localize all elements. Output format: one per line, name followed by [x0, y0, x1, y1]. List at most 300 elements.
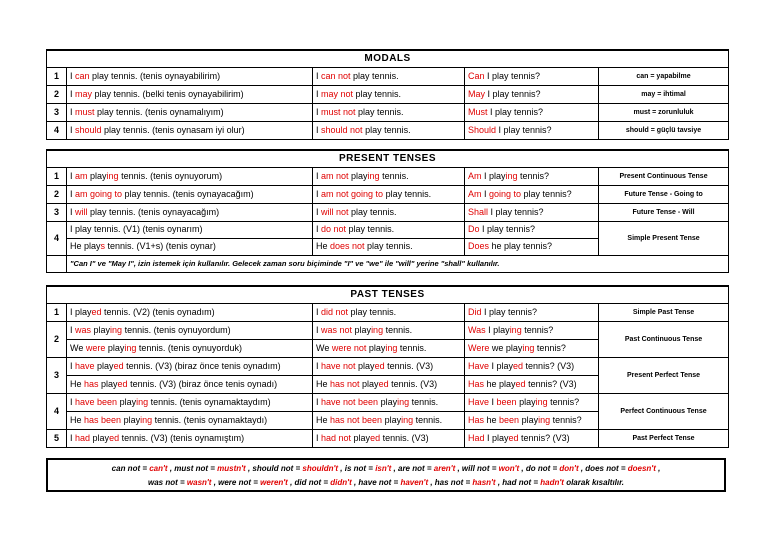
- highlighted-text: wasn't: [186, 478, 212, 487]
- text-segment: I: [316, 360, 322, 371]
- row-number: 1: [47, 67, 67, 85]
- text-segment: I play tennis?: [484, 70, 541, 81]
- negative-cell: [313, 67, 465, 85]
- text-segment: , did not =: [287, 478, 331, 487]
- negative-cell: [313, 238, 465, 255]
- text-segment: he: [484, 414, 500, 425]
- text-segment: play tennis?: [521, 188, 572, 199]
- highlighted-text: ed: [370, 432, 381, 443]
- highlighted-text: Am: [468, 170, 482, 181]
- row-number: 5: [47, 429, 67, 447]
- text-segment: play: [91, 324, 111, 335]
- highlighted-text: ing: [136, 396, 149, 407]
- text-segment: play: [355, 360, 375, 371]
- highlighted-text: has not: [330, 378, 360, 389]
- highlighted-text: Has: [468, 378, 485, 389]
- text-segment: play: [94, 360, 114, 371]
- highlighted-text: were: [85, 342, 106, 353]
- negative-cell: [313, 429, 465, 447]
- text-segment: , does not =: [578, 464, 628, 473]
- question-cell: [465, 429, 599, 447]
- highlighted-text: have been: [75, 396, 118, 407]
- modals-title: MODALS: [47, 50, 729, 67]
- row-number: 1: [47, 167, 67, 185]
- text-segment: I: [70, 206, 76, 217]
- question-cell: [465, 185, 599, 203]
- highlighted-text: ed: [374, 360, 385, 371]
- highlighted-text: ed: [117, 378, 128, 389]
- question-cell: [465, 167, 599, 185]
- text-segment: I: [316, 206, 322, 217]
- text-segment: tennis?: [550, 414, 582, 425]
- note-cell: can = yapabilme: [599, 67, 729, 85]
- row-number: 1: [47, 303, 67, 321]
- text-segment: , are not =: [391, 464, 434, 473]
- row-number: 2: [47, 321, 67, 357]
- note-cell: Present Perfect Tense: [599, 357, 729, 393]
- text-segment: I: [316, 70, 322, 81]
- text-segment: tennis. (V3): [380, 432, 429, 443]
- text-segment: play tennis.: [350, 70, 399, 81]
- negative-cell: [313, 103, 465, 121]
- text-segment: He: [316, 241, 331, 251]
- highlighted-text: do not: [321, 224, 347, 234]
- text-segment: tennis.: [409, 396, 439, 407]
- highlighted-text: Must: [468, 106, 488, 117]
- note-cell: must = zorunluluk: [599, 103, 729, 121]
- text-segment: I: [70, 170, 76, 181]
- text-segment: I play: [70, 306, 92, 317]
- text-segment: play tennis. (tenis oynayacağım): [122, 188, 254, 199]
- text-segment: he play tennis?: [489, 241, 553, 251]
- text-segment: play: [348, 170, 368, 181]
- text-segment: play: [105, 342, 125, 353]
- highlighted-text: been: [499, 414, 520, 425]
- negative-cell: [313, 221, 465, 238]
- highlighted-text: will: [75, 206, 88, 217]
- question-cell: [465, 321, 599, 339]
- text-segment: I play: [489, 360, 514, 371]
- text-segment: , do not =: [519, 464, 560, 473]
- text-segment: I play tennis?: [488, 206, 544, 217]
- highlighted-text: has been: [84, 414, 122, 425]
- highlighted-text: ing: [397, 396, 410, 407]
- note-cell: may = ihtimal: [599, 85, 729, 103]
- contractions-line-2: [48, 476, 724, 490]
- text-segment: play tennis.: [355, 106, 404, 117]
- highlighted-text: may: [75, 88, 93, 99]
- highlighted-text: Should: [468, 124, 497, 135]
- highlighted-text: don't: [559, 464, 579, 473]
- text-segment: I: [489, 396, 497, 407]
- text-segment: tennis?: [521, 324, 554, 335]
- text-segment: , will not =: [455, 464, 499, 473]
- text-segment: I: [70, 124, 76, 135]
- affirmative-cell: [67, 393, 313, 411]
- affirmative-cell: [67, 67, 313, 85]
- affirmative-cell: [67, 429, 313, 447]
- text-segment: tennis? (V3): [523, 360, 575, 371]
- text-segment: play tennis. (tenis oynayacağım): [87, 206, 220, 217]
- text-segment: tennis. (tenis oynamaktaydı): [152, 414, 268, 425]
- negative-cell: [313, 303, 465, 321]
- text-segment: I play tennis?: [479, 224, 536, 234]
- affirmative-cell: [67, 303, 313, 321]
- text-segment: tennis? (V3): [518, 432, 570, 443]
- highlighted-text: had: [75, 432, 91, 443]
- text-segment: tennis. (V3) (tenis oynamıştım): [119, 432, 245, 443]
- highlighted-text: Was: [468, 324, 486, 335]
- question-cell: [465, 339, 599, 357]
- text-segment: play: [351, 432, 371, 443]
- footnote: "Can I" ve "May I", izin istemek için kullanılır. Gelecek zaman soru biçiminde "I" ve "we" ile "will" yerine "shall" kullanılır.: [67, 255, 729, 272]
- question-cell: [465, 357, 599, 375]
- highlighted-text: ing: [385, 342, 398, 353]
- affirmative-cell: [67, 121, 313, 139]
- highlighted-text: Have: [468, 396, 490, 407]
- text-segment: tennis. (V2) (tenis oynadım): [101, 306, 215, 317]
- highlighted-text: didn't: [330, 478, 352, 487]
- text-segment: tennis? (V3): [525, 378, 577, 389]
- row-number: 3: [47, 103, 67, 121]
- text-segment: We: [70, 342, 86, 353]
- highlighted-text: am: [75, 170, 88, 181]
- negative-cell: [313, 321, 465, 339]
- text-segment: I play tennis?: [485, 88, 541, 99]
- highlighted-text: should not: [321, 124, 363, 135]
- highlighted-text: going to: [489, 188, 522, 199]
- highlighted-text: Does: [468, 241, 490, 251]
- text-segment: was not =: [147, 478, 187, 487]
- text-segment: play: [87, 170, 107, 181]
- highlighted-text: was not: [321, 324, 353, 335]
- negative-cell: [313, 185, 465, 203]
- highlighted-text: won't: [498, 464, 520, 473]
- text-segment: He: [70, 378, 85, 389]
- highlighted-text: ed: [508, 432, 519, 443]
- highlighted-text: haven't: [400, 478, 429, 487]
- row-number: 2: [47, 85, 67, 103]
- text-segment: tennis. (V3): [388, 378, 438, 389]
- text-segment: I: [316, 306, 322, 317]
- text-segment: I: [316, 124, 322, 135]
- row-number: 2: [47, 185, 67, 203]
- text-segment: tennis.: [397, 342, 427, 353]
- highlighted-text: had not: [321, 432, 352, 443]
- note-cell: Past Perfect Tense: [599, 429, 729, 447]
- text-segment: play: [98, 378, 118, 389]
- note-cell: Simple Past Tense: [599, 303, 729, 321]
- highlighted-text: ing: [522, 342, 535, 353]
- question-cell: [465, 375, 599, 393]
- text-segment: I: [70, 432, 76, 443]
- negative-cell: [313, 121, 465, 139]
- highlighted-text: shouldn't: [302, 464, 339, 473]
- highlighted-text: aren't: [433, 464, 456, 473]
- text-segment: play tennis.: [348, 206, 397, 217]
- text-segment: tennis. (tenis oynuyorum): [118, 170, 223, 181]
- question-cell: [465, 203, 599, 221]
- text-segment: He play: [70, 241, 101, 251]
- text-segment: tennis?: [534, 342, 566, 353]
- affirmative-cell: [67, 321, 313, 339]
- text-segment: I play: [485, 324, 510, 335]
- row-number: 4: [47, 121, 67, 139]
- highlighted-text: does not: [330, 241, 365, 251]
- highlighted-text: ing: [371, 324, 384, 335]
- text-segment: play: [117, 396, 137, 407]
- text-segment: tennis.: [413, 414, 443, 425]
- text-segment: I: [316, 324, 322, 335]
- highlighted-text: Shall: [468, 206, 489, 217]
- text-segment: play: [382, 414, 402, 425]
- text-segment: play: [516, 396, 536, 407]
- highlighted-text: ing: [401, 414, 414, 425]
- text-segment: , have not =: [351, 478, 401, 487]
- highlighted-text: was: [75, 324, 92, 335]
- affirmative-cell: [67, 339, 313, 357]
- text-segment: We: [316, 342, 332, 353]
- note-cell: Past Continuous Tense: [599, 321, 729, 357]
- text-segment: can not =: [111, 464, 150, 473]
- negative-cell: [313, 339, 465, 357]
- note-cell: Future Tense - Will: [599, 203, 729, 221]
- text-segment: I play tennis?: [487, 106, 544, 117]
- question-cell: [465, 238, 599, 255]
- text-segment: , should not =: [245, 464, 303, 473]
- highlighted-text: Has: [468, 414, 485, 425]
- text-segment: tennis.: [383, 324, 413, 335]
- highlighted-text: should: [75, 124, 102, 135]
- text-segment: I play tennis?: [481, 306, 538, 317]
- text-segment: tennis. (tenis oynuyordum): [122, 324, 231, 335]
- text-segment: play tennis. (tenis oynayabilirim): [89, 70, 221, 81]
- text-segment: tennis?: [547, 396, 580, 407]
- affirmative-cell: [67, 185, 313, 203]
- text-segment: I: [316, 224, 322, 234]
- text-segment: play tennis.: [383, 188, 432, 199]
- negative-cell: [313, 357, 465, 375]
- text-segment: play tennis. (tenis oynamalıyım): [94, 106, 224, 117]
- highlighted-text: ed: [91, 306, 102, 317]
- text-segment: I: [316, 432, 322, 443]
- text-segment: He: [70, 414, 85, 425]
- text-segment: I: [316, 88, 322, 99]
- highlighted-text: can't: [149, 464, 168, 473]
- highlighted-text: am not going to: [321, 188, 384, 199]
- note-cell: Future Tense - Going to: [599, 185, 729, 203]
- text-segment: , were not =: [211, 478, 261, 487]
- highlighted-text: did not: [321, 306, 349, 317]
- highlighted-text: ing: [535, 396, 548, 407]
- text-segment: I: [70, 106, 76, 117]
- contractions-line-1: [48, 462, 724, 476]
- highlighted-text: am going to: [75, 188, 123, 199]
- affirmative-cell: [67, 238, 313, 255]
- text-segment: play: [366, 342, 386, 353]
- text-segment: tennis. (tenis oynamaktaydım): [148, 396, 271, 407]
- highlighted-text: can not: [321, 70, 351, 81]
- highlighted-text: will not: [321, 206, 349, 217]
- row-number: 4: [47, 221, 67, 255]
- highlighted-text: can: [75, 70, 90, 81]
- highlighted-text: Do: [468, 224, 480, 234]
- highlighted-text: must: [75, 106, 95, 117]
- text-segment: I play tennis?: [496, 124, 552, 135]
- negative-cell: [313, 393, 465, 411]
- affirmative-cell: [67, 103, 313, 121]
- highlighted-text: ed: [378, 378, 389, 389]
- text-segment: play tennis.: [364, 241, 413, 251]
- highlighted-text: hadn't: [540, 478, 564, 487]
- past-tenses-table: [46, 285, 729, 448]
- text-segment: play: [359, 378, 379, 389]
- highlighted-text: Have: [468, 360, 490, 371]
- highlighted-text: were not: [331, 342, 367, 353]
- row-number: 4: [47, 393, 67, 429]
- highlighted-text: ing: [140, 414, 153, 425]
- text-segment: I: [316, 106, 322, 117]
- highlighted-text: ing: [110, 324, 123, 335]
- highlighted-text: am not: [321, 170, 349, 181]
- text-segment: play tennis.: [353, 88, 402, 99]
- text-segment: , had not =: [495, 478, 541, 487]
- highlighted-text: mustn't: [217, 464, 246, 473]
- question-cell: [465, 85, 599, 103]
- text-segment: I: [70, 88, 76, 99]
- text-segment: , is not =: [338, 464, 376, 473]
- question-cell: [465, 103, 599, 121]
- negative-cell: [313, 85, 465, 103]
- text-segment: play tennis. (belki tenis oynayabilirim): [92, 88, 244, 99]
- highlighted-text: ing: [538, 414, 551, 425]
- row-number: 3: [47, 203, 67, 221]
- text-segment: I: [481, 188, 490, 199]
- modals-table: [46, 49, 729, 140]
- text-segment: I: [316, 396, 322, 407]
- text-segment: I: [70, 324, 76, 335]
- note-cell: Perfect Continuous Tense: [599, 393, 729, 429]
- text-segment: , has not =: [428, 478, 473, 487]
- text-segment: olarak kısaltılır.: [563, 478, 625, 487]
- text-segment: He: [316, 378, 331, 389]
- negative-cell: [313, 411, 465, 429]
- text-segment: play: [90, 432, 110, 443]
- text-segment: tennis. (V3): [384, 360, 434, 371]
- text-segment: I: [70, 360, 76, 371]
- question-cell: [465, 121, 599, 139]
- highlighted-text: ing: [367, 170, 380, 181]
- highlighted-text: has: [84, 378, 99, 389]
- text-segment: play: [519, 414, 539, 425]
- highlighted-text: s: [100, 241, 106, 251]
- highlighted-text: Had: [468, 432, 485, 443]
- highlighted-text: doesn't: [627, 464, 656, 473]
- text-segment: play: [378, 396, 398, 407]
- highlighted-text: May: [468, 88, 486, 99]
- text-segment: He: [316, 414, 331, 425]
- highlighted-text: ing: [124, 342, 137, 353]
- highlighted-text: ing: [509, 324, 522, 335]
- highlighted-text: may not: [321, 88, 354, 99]
- highlighted-text: hasn't: [472, 478, 496, 487]
- question-cell: [465, 67, 599, 85]
- text-segment: I: [70, 70, 76, 81]
- highlighted-text: Were: [468, 342, 490, 353]
- highlighted-text: ed: [515, 378, 526, 389]
- text-segment: tennis. (V3) (biraz önce tenis oynadı): [127, 378, 278, 389]
- text-segment: tennis. (V3) (biraz önce tenis oynadım): [123, 360, 281, 371]
- text-segment: I play: [484, 432, 509, 443]
- text-segment: play: [352, 324, 372, 335]
- text-segment: I: [316, 188, 322, 199]
- text-segment: , must not =: [167, 464, 218, 473]
- present-tenses-table: [46, 149, 729, 273]
- highlighted-text: have not been: [321, 396, 379, 407]
- text-segment: I play tennis. (V1) (tenis oynarım): [70, 224, 203, 234]
- highlighted-text: ed: [113, 360, 124, 371]
- text-segment: play tennis.: [362, 124, 411, 135]
- question-cell: [465, 411, 599, 429]
- text-segment: I: [70, 188, 76, 199]
- affirmative-cell: [67, 203, 313, 221]
- highlighted-text: has not been: [330, 414, 383, 425]
- highlighted-text: ed: [513, 360, 524, 371]
- text-segment: tennis.: [379, 170, 409, 181]
- past-tenses-title: PAST TENSES: [47, 286, 729, 303]
- note-cell: Present Continuous Tense: [599, 167, 729, 185]
- note-cell: Simple Present Tense: [599, 221, 729, 255]
- highlighted-text: have: [75, 360, 95, 371]
- negative-cell: [313, 203, 465, 221]
- question-cell: [465, 221, 599, 238]
- row-number: 3: [47, 357, 67, 393]
- question-cell: [465, 393, 599, 411]
- text-segment: he play: [484, 378, 516, 389]
- text-segment: play tennis. (tenis oynasam iyi olur): [101, 124, 245, 135]
- text-segment: play tennis.: [348, 306, 397, 317]
- text-segment: I: [70, 396, 76, 407]
- text-segment: we play: [489, 342, 523, 353]
- text-segment: play: [121, 414, 141, 425]
- text-segment: play tennis.: [346, 224, 395, 234]
- text-segment: tennis. (V1+s) (tenis oynar): [105, 241, 216, 251]
- highlighted-text: ed: [109, 432, 120, 443]
- present-tenses-title: PRESENT TENSES: [47, 150, 729, 167]
- affirmative-cell: [67, 85, 313, 103]
- text-segment: I play: [481, 170, 506, 181]
- affirmative-cell: [67, 167, 313, 185]
- note-cell: should = güçlü tavsiye: [599, 121, 729, 139]
- affirmative-cell: [67, 221, 313, 238]
- highlighted-text: Did: [468, 306, 482, 317]
- highlighted-text: been: [496, 396, 517, 407]
- highlighted-text: weren't: [260, 478, 288, 487]
- text-segment: tennis?: [517, 170, 550, 181]
- question-cell: [465, 303, 599, 321]
- highlighted-text: have not: [321, 360, 356, 371]
- highlighted-text: Am: [468, 188, 482, 199]
- negative-cell: [313, 375, 465, 393]
- affirmative-cell: [67, 357, 313, 375]
- highlighted-text: isn't: [375, 464, 392, 473]
- negative-cell: [313, 167, 465, 185]
- highlighted-text: Can: [468, 70, 485, 81]
- text-segment: ,: [655, 464, 661, 473]
- affirmative-cell: [67, 411, 313, 429]
- contractions-summary: [46, 458, 726, 492]
- highlighted-text: ing: [106, 170, 119, 181]
